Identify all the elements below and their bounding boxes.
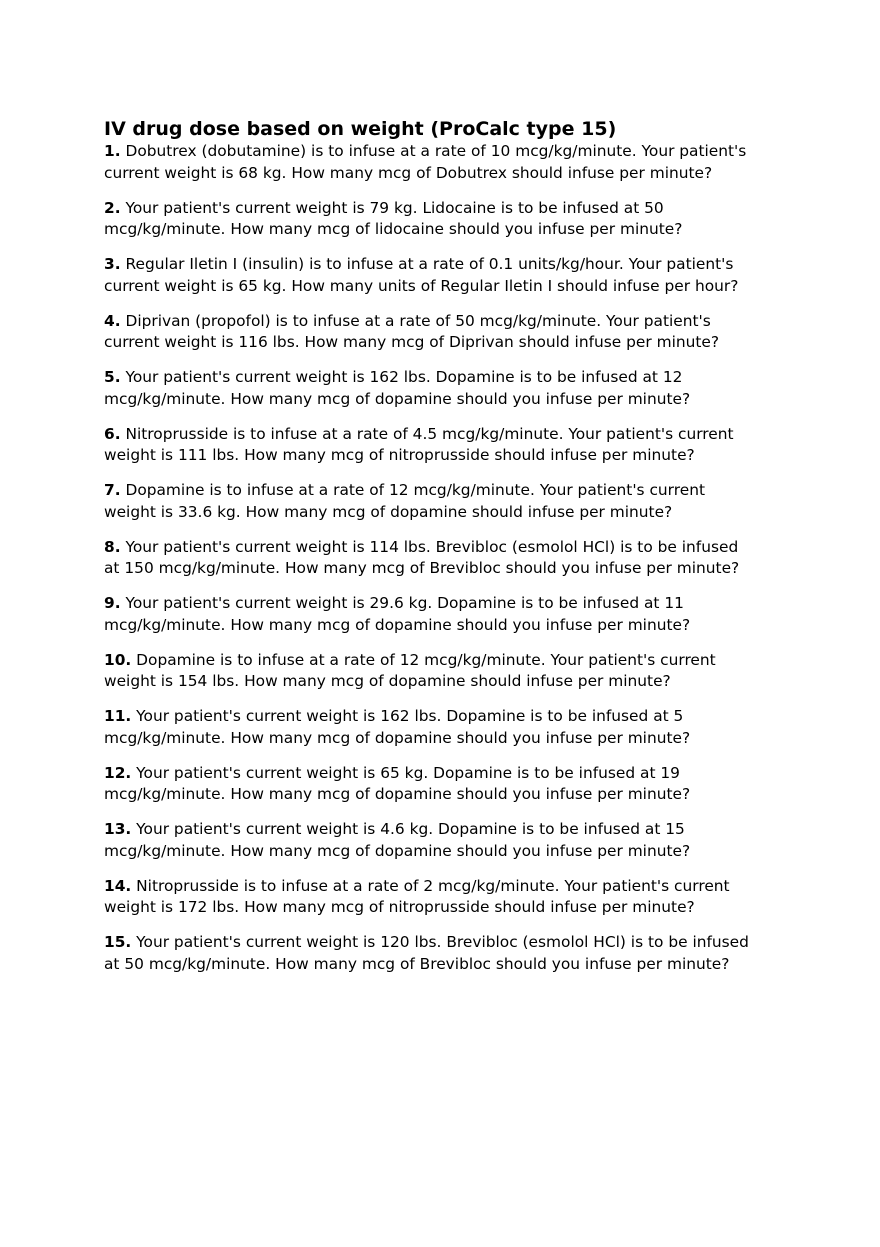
question-number: 6. — [104, 424, 121, 443]
question-13 — [104, 819, 804, 862]
question-number: 3. — [104, 255, 121, 273]
question-number: 1. — [104, 142, 121, 160]
question-1 — [104, 141, 804, 184]
question-text-line-2: at 150 mcg/kg/minute. How many mcg of Brevibloc should you infuse per minute? — [104, 559, 740, 577]
question-text-line-1: Nitroprusside is to infuse at a rate of 2 mcg/kg/minute. Your patient's current — [136, 876, 730, 895]
question-number: 12. — [104, 763, 132, 782]
question-text-line-1: Your patient's current weight is 4.6 kg. Dopamine is to be infused at 15 — [136, 820, 685, 838]
page-title: IV drug dose based on weight (ProCalc type 15) — [104, 118, 617, 140]
question-text-line-2: mcg/kg/minute. How many mcg of dopamine should you infuse per minute? — [104, 389, 691, 408]
question-text-line-2: current weight is 65 kg. How many units of Regular Iletin I should infuse per hour? — [104, 276, 739, 295]
question-text-line-2: mcg/kg/minute. How many mcg of dopamine should you infuse per minute? — [104, 728, 691, 747]
question-number: 7. — [104, 481, 121, 499]
question-9 — [104, 593, 804, 636]
question-number: 15. — [104, 933, 132, 951]
question-text-line-2: weight is 154 lbs. How many mcg of dopamine should infuse per minute? — [104, 672, 671, 690]
question-text-line-2: weight is 111 lbs. How many mcg of nitroprusside should infuse per minute? — [104, 446, 695, 464]
document-page — [104, 117, 804, 989]
question-text-line-2: current weight is 68 kg. How many mcg of Dobutrex should infuse per minute? — [104, 163, 713, 182]
question-8 — [104, 537, 804, 580]
question-text-line-2: mcg/kg/minute. How many mcg of lidocaine should you infuse per minute? — [104, 220, 683, 238]
question-number: 8. — [104, 537, 121, 556]
question-text-line-1: Dopamine is to infuse at a rate of 12 mcg/kg/minute. Your patient's current — [136, 650, 716, 669]
question-7 — [104, 480, 804, 523]
question-12 — [104, 763, 804, 806]
question-number: 5. — [104, 368, 121, 386]
question-number: 14. — [104, 876, 132, 895]
question-text-line-2: mcg/kg/minute. How many mcg of dopamine should you infuse per minute? — [104, 841, 691, 860]
question-text-line-1: Regular Iletin I (insulin) is to infuse at a rate of 0.1 units/kg/hour. Your patient's — [125, 255, 734, 273]
question-text-line-1: Your patient's current weight is 120 lbs. Brevibloc (esmolol HCl) is to be infused — [136, 933, 749, 951]
question-number: 13. — [104, 820, 132, 838]
question-10 — [104, 650, 804, 693]
question-6 — [104, 424, 804, 467]
question-5 — [104, 367, 804, 410]
question-text-line-2: weight is 33.6 kg. How many mcg of dopamine should infuse per minute? — [104, 502, 673, 521]
question-text-line-1: Nitroprusside is to infuse at a rate of 4.5 mcg/kg/minute. Your patient's current — [125, 424, 734, 443]
question-number: 10. — [104, 650, 132, 669]
question-4 — [104, 311, 804, 354]
question-11 — [104, 706, 804, 749]
question-2 — [104, 198, 804, 241]
question-number: 11. — [104, 707, 132, 725]
question-text-line-1: Your patient's current weight is 162 lbs. Dopamine is to be infused at 12 — [125, 368, 683, 386]
question-list — [104, 141, 804, 975]
question-text-line-1: Your patient's current weight is 65 kg. Dopamine is to be infused at 19 — [136, 763, 680, 782]
question-text-line-1: Dobutrex (dobutamine) is to infuse at a rate of 10 mcg/kg/minute. Your patient's — [125, 142, 747, 160]
question-text-line-2: current weight is 116 lbs. How many mcg of Diprivan should infuse per minute? — [104, 333, 720, 351]
question-15 — [104, 932, 804, 975]
question-3 — [104, 254, 804, 297]
question-text-line-2: mcg/kg/minute. How many mcg of dopamine should you infuse per minute? — [104, 785, 691, 803]
question-number: 4. — [104, 311, 121, 330]
question-14 — [104, 876, 804, 919]
question-text-line-1: Dopamine is to infuse at a rate of 12 mcg/kg/minute. Your patient's current — [125, 481, 705, 499]
question-text-line-1: Your patient's current weight is 162 lbs. Dopamine is to be infused at 5 — [136, 707, 684, 725]
question-text-line-2: at 50 mcg/kg/minute. How many mcg of Brevibloc should you infuse per minute? — [104, 954, 730, 973]
question-text-line-1: Your patient's current weight is 29.6 kg. Dopamine is to be infused at 11 — [125, 594, 684, 612]
question-text-line-1: Your patient's current weight is 114 lbs. Brevibloc (esmolol HCl) is to be infused — [125, 537, 739, 556]
question-number: 2. — [104, 198, 121, 217]
question-text-line-1: Your patient's current weight is 79 kg. Lidocaine is to be infused at 50 — [125, 198, 664, 217]
question-text-line-2: mcg/kg/minute. How many mcg of dopamine should you infuse per minute? — [104, 615, 691, 634]
question-number: 9. — [104, 594, 121, 612]
question-text-line-1: Diprivan (propofol) is to infuse at a rate of 50 mcg/kg/minute. Your patient's — [125, 311, 711, 330]
question-text-line-2: weight is 172 lbs. How many mcg of nitroprusside should infuse per minute? — [104, 898, 695, 916]
